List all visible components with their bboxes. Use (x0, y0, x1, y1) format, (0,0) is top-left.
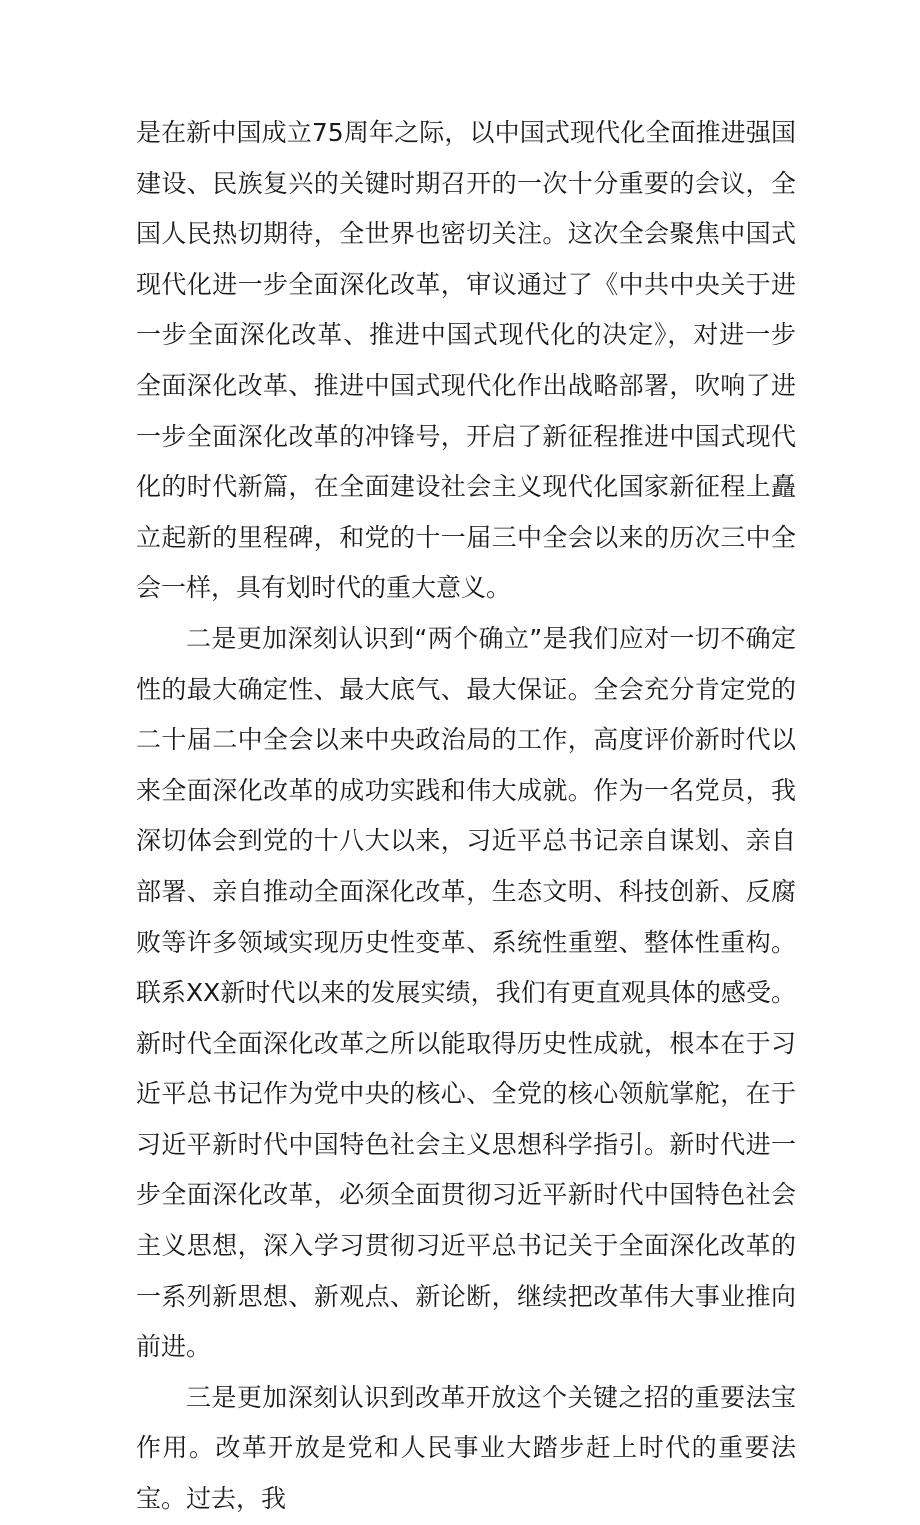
document-body (136, 108, 796, 1525)
paragraph-continued: 是在新中国成立75周年之际，以中国式现代化全面推进强国建设、民族复兴的关键时期召开的一次十分重要的会议，全国人民热切期待，全世界也密切关注。这次全会聚焦中国式现代化进一步全面深化改革，审议通过了《中共中央关于进一步全面深化改革、推进中国式现代化的决定》，对进一步全面深化改革、推进中国式现代化作出战略部署，吹响了进一步全面深化改革的冲锋号，开启了新征程推进中国式现代化的时代新篇，在全面建设社会主义现代化国家新征程上矗立起新的里程碑，和党的十一届三中全会以来的历次三中全会一样，具有划时代的重大意义。 (136, 118, 796, 603)
paragraph-three: 三是更加深刻认识到改革开放这个关键之招的重要法宝作用。改革开放是党和人民事业大踏步赶上时代的重要法宝。过去，我 (136, 1382, 796, 1514)
paragraph-two: 二是更加深刻认识到“两个确立”是我们应对一切不确定性的最大确定性、最大底气、最大保证。全会充分肯定党的二十届二中全会以来中央政治局的工作，高度评价新时代以来全面深化改革的成功实践和伟大成就。作为一名党员，我深切体会到党的十八大以来，习近平总书记亲自谋划、亲自部署、亲自推动全面深化改革，生态文明、科技创新、反腐败等许多领域实现历史性变革、系统性重塑、整体性重构。联系XX新时代以来的发展实绩，我们有更直观具体的感受。新时代全面深化改革之所以能取得历史性成就，根本在于习近平总书记作为党中央的核心、全党的核心领航掌舵，在于习近平新时代中国特色社会主义思想科学指引。新时代进一步全面深化改革，必须全面贯彻习近平新时代中国特色社会主义思想，深入学习贯彻习近平总书记关于全面深化改革的一系列新思想、新观点、新论断，继续把改革伟大事业推向前进。 (136, 623, 796, 1362)
